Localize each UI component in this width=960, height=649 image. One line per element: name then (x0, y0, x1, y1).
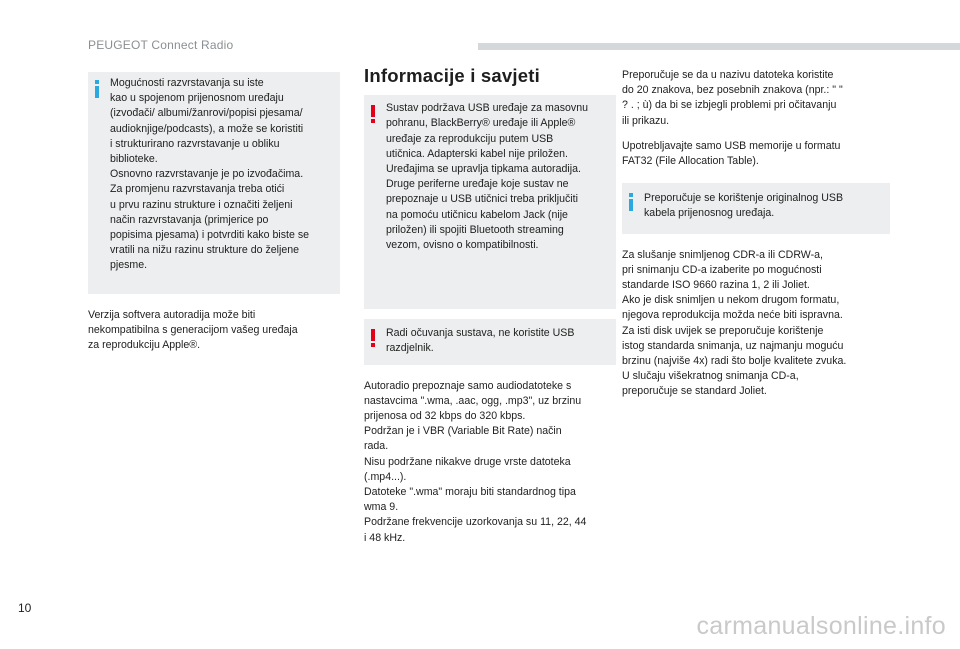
fat32-paragraph: Upotrebljavajte samo USB memorije u formatu FAT32 (File Allocation Table). (622, 139, 841, 168)
info-box-usb-cable-text: Preporučuje se korištenje originalnog USB kabela prijenosnog uređaja. (644, 192, 844, 220)
column-right (622, 68, 890, 400)
warning-box-usb-devices (364, 95, 616, 309)
page-number: 10 (18, 601, 32, 615)
column-left (88, 72, 340, 353)
audio-formats-paragraph: Autoradio prepoznaje samo audiodatoteke s nastavcima ".wma, .aac, ogg, .mp3", uz brzinu prijenosa od 32 kbps do 320 kbps. Podržan je i VBR (Variable Bit Rate) način rada. Nisu podržane nikakve druge vrste datoteka (.mp4...). Datoteke ".wma" moraju biti standardnog tipa wma 9. Podržane frekvencije uzorkovanja su 11, 22, 44 i 48 kHz. (364, 379, 587, 544)
header-divider-bar (478, 43, 960, 50)
info-box-sorting-text: Mogućnosti razvrstavanja su iste kao u spojenom prijenosnom uređaju (izvođači/ albumi/žanrovi/popisi pjesama/ audioknjige/podcasts), a može se koristiti i strukturirano razvrstavanje u obliku biblioteke. Osnovno razvrstavanje je po izvođačima. Za promjenu razvrstavanja treba otići u prvu razinu strukture i označiti željeni način razvrstavanja (primjerice po popisima pjesama) i potvrditi kako biste se vratili na nižu razinu strukture do željene pjesme. (110, 77, 310, 272)
warning-icon (371, 329, 375, 347)
warning-box-usb-devices-text: Sustav podržava USB uređaje za masovnu pohranu, BlackBerry® uređaje ili Apple® uređaje za reprodukciju putem USB utičnica. Adapterski kabel nije priložen. Uređajima se upravlja tipkama autoradija. Druge periferne uređaje koje sustav ne prepoznaje u USB utičnici treba priključiti na pomoću utičnicu kabelom Jack (nije priložen) ili spojiti Bluetooth streaming vezom, ovisno o kompatibilnosti. (386, 102, 588, 252)
warning-box-usb-hub-text: Radi očuvanja sustava, ne koristite USB razdjelnik. (386, 327, 575, 355)
info-icon (629, 193, 633, 209)
running-header-title: PEUGEOT Connect Radio (88, 38, 234, 52)
file-naming-paragraph: Preporučuje se da u nazivu datoteka koristite do 20 znakova, bez posebnih znakova (npr.: " " ? . ; ù) da bi se izbjegli problemi pri očitavanju ili prikazu. (622, 69, 843, 127)
warning-icon (371, 105, 375, 123)
info-box-usb-cable (622, 183, 890, 233)
warning-box-usb-hub (364, 319, 616, 364)
section-heading: Informacije i savjeti (364, 65, 540, 86)
info-icon (95, 80, 99, 96)
watermark: carmanualsonline.info (696, 612, 946, 640)
column-middle (364, 65, 616, 546)
cd-recording-paragraph: Za slušanje snimljenog CDR-a ili CDRW-a, pri snimanju CD-a izaberite po mogućnosti standarde ISO 9660 razina 1, 2 ili Joliet. Ako je disk snimljen u nekom drugom formatu, njegova reprodukcija možda neće biti ispravna. Za isti disk uvijek se preporučuje korištenje istog standarda snimanja, uz najmanju moguću brzinu (najviše 4x) radi što bolje kvalitete zvuka. U slučaju višekratnog snimanja CD-a, preporučuje se standard Joliet. (622, 248, 847, 398)
info-box-sorting (88, 72, 340, 294)
apple-compatibility-paragraph: Verzija softvera autoradija može biti nekompatibilna s generacijom vašeg uređaja za reprodukciju Apple®. (88, 308, 298, 352)
